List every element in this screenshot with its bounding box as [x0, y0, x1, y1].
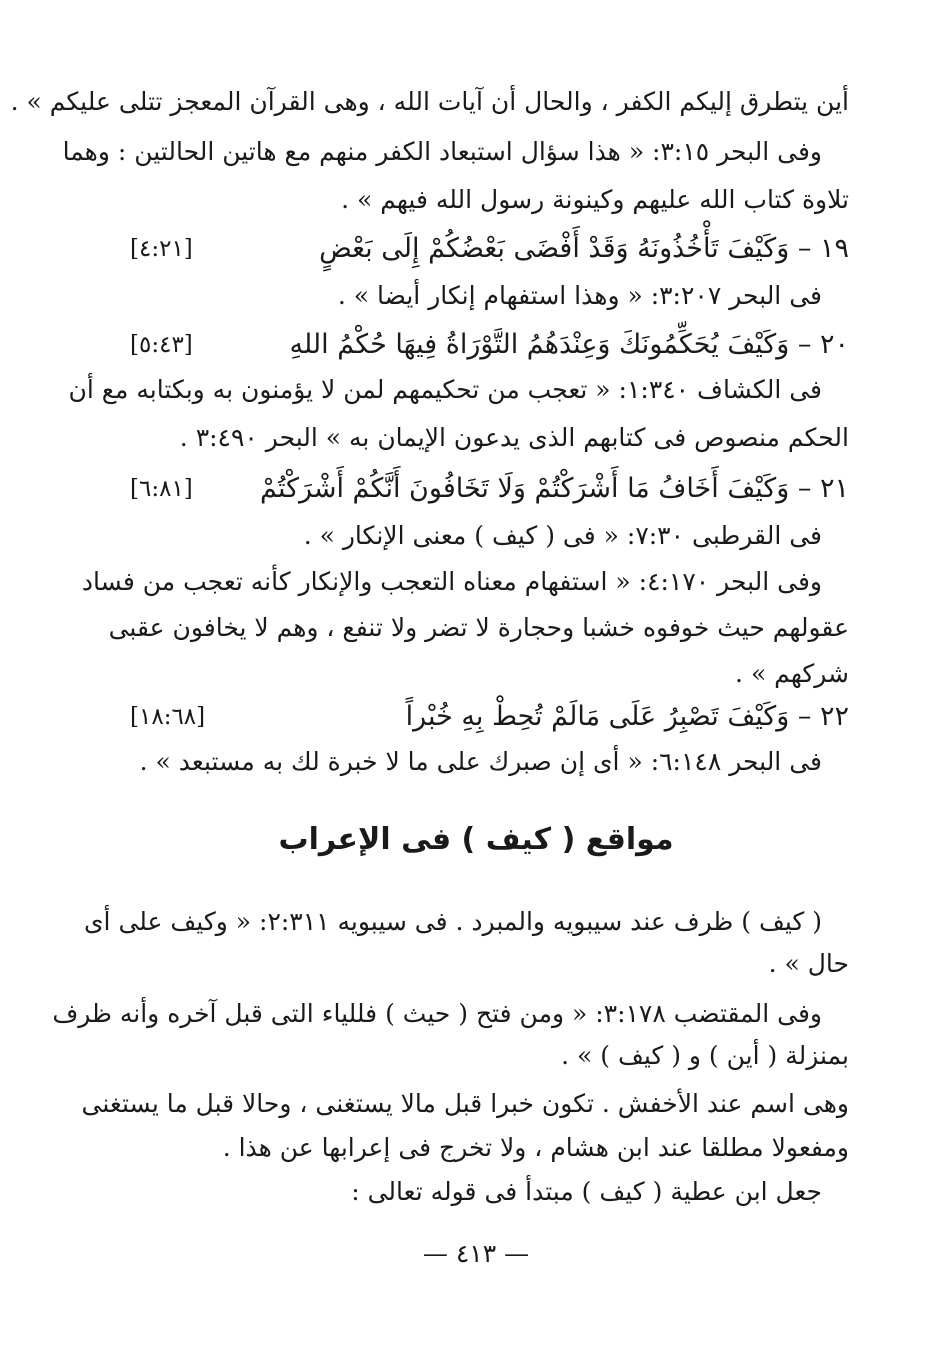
text-line: وفى البحر ٣:١٥: « هذا سؤال استبعاد الكفر منهم مع هاتين الحالتين : وهما: [62, 137, 822, 166]
text-line: فى البحر ٣:٢٠٧: « وهذا استفهام إنكار أيضا » .: [337, 281, 822, 310]
text-line: تلاوة كتاب الله عليهم وكينونة رسول الله فيهم » .: [341, 185, 849, 214]
text-line: فى البحر ٦:١٤٨: « أى إن صبرك على ما لا خبرة لك به مستبعد » .: [139, 747, 822, 776]
text-line: ( كيف ) ظرف عند سيبويه والمبرد . فى سيبويه ٢:٣١١: « وكيف على أى: [83, 907, 822, 936]
text-line: وفى البحر ٤:١٧٠: « استفهام معناه التعجب والإنكار كأنه تعجب من فساد: [81, 567, 822, 596]
verse-19: [130, 226, 849, 272]
text-line: جعل ابن عطية ( كيف ) مبتدأ فى قوله تعالى :: [351, 1177, 822, 1206]
text-line: عقولهم حيث خوفوه خشبا وحجارة لا تضر ولا تنفع ، وهم لا يخافون عقبى: [108, 613, 849, 642]
page-number: — ٤١٣ —: [422, 1239, 530, 1268]
text-line: حال » .: [768, 949, 849, 978]
verse-text: ٢١ – وَكَيْفَ أَخَافُ مَا أَشْرَكْتُمْ وَلَا تَخَافُونَ أَنَّكُمْ أَشْرَكْتُمْ: [259, 473, 849, 504]
verse-reference: [٥:٤٣]: [130, 332, 193, 358]
text-line: فى الكشاف ١:٣٤٠: « تعجب من تحكيمهم لمن لا يؤمنون به وبكتابه مع أن: [68, 375, 822, 404]
text-line: فى القرطبى ٧:٣٠: « فى ( كيف ) معنى الإنكار » .: [303, 521, 822, 550]
verse-reference: [٦:٨١]: [130, 476, 193, 502]
text-line: شركهم » .: [735, 659, 849, 688]
text-line: أين يتطرق إليكم الكفر ، والحال أن آيات الله ، وهى القرآن المعجز تتلى عليكم » .: [10, 87, 849, 116]
verse-21: [130, 466, 849, 512]
verse-text: ٢٠ – وَكَيْفَ يُحَكِّمُونَكَ وَعِنْدَهُمُ التَّوْرَاةُ فِيهَا حُكْمُ اللهِ: [289, 329, 849, 360]
verse-text: ١٩ – وَكَيْفَ تَأْخُذُونَهُ وَقَدْ أَفْضَى بَعْضُكُمْ إِلَى بَعْضٍ: [319, 233, 849, 264]
text-line: ومفعولا مطلقا عند ابن هشام ، ولا تخرج فى إعرابها عن هذا .: [222, 1133, 849, 1162]
verse-22: [130, 694, 849, 740]
section-heading: مواقع ( كيف ) فى الإعراب: [278, 822, 674, 857]
verse-reference: [٤:٢١]: [130, 236, 193, 262]
text-line: الحكم منصوص فى كتابهم الذى يدعون الإيمان به » البحر ٣:٤٩٠ .: [179, 423, 849, 452]
text-line: وفى المقتضب ٣:١٧٨: « ومن فتح ( حيث ) فللياء التى قبل آخره وأنه ظرف: [52, 999, 822, 1028]
text-line: بمنزلة ( أين ) و ( كيف ) » .: [561, 1041, 849, 1070]
verse-reference: [١٨:٦٨]: [130, 704, 206, 730]
verse-text: ٢٢ – وَكَيْفَ تَصْبِرُ عَلَى مَالَمْ تُحِطْ بِهِ خُبْراً: [405, 701, 849, 732]
text-line: وهى اسم عند الأخفش . تكون خبرا قبل مالا يستغنى ، وحالا قبل ما يستغنى: [81, 1089, 849, 1118]
verse-20: [130, 322, 849, 368]
